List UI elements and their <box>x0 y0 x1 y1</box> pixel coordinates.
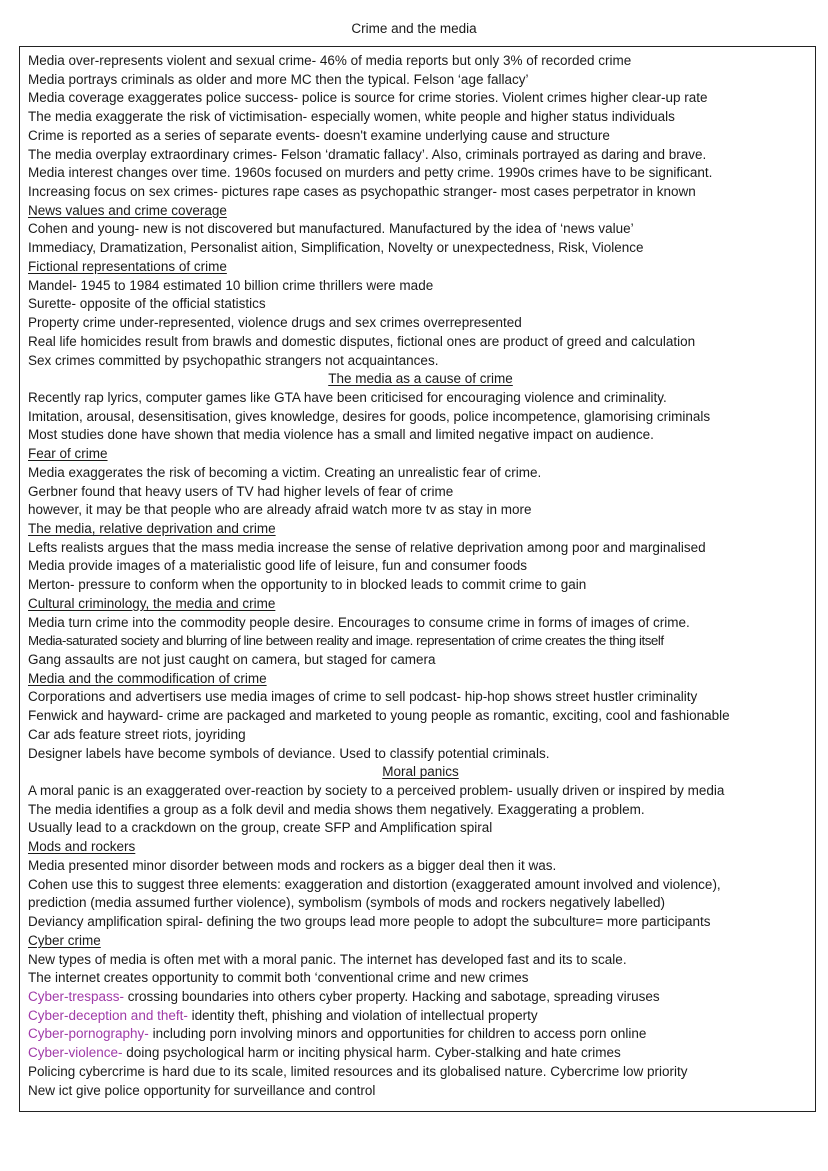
cyber-term-label: Cyber-deception and theft- <box>28 1007 188 1023</box>
note-line: Media over-represents violent and sexual crime- 46% of media reports but only 3% of recorded crime <box>28 53 632 68</box>
note-line: Property crime under-represented, violence drugs and sex crimes overrepresented <box>28 315 522 331</box>
note-line: The media exaggerate the risk of victimisation- especially women, white people and higher status individuals <box>28 109 675 125</box>
note-line: The media identifies a group as a folk devil and media shows them negatively. Exaggerating a problem. <box>28 801 645 817</box>
note-line: Mandel- 1945 to 1984 estimated 10 billion crime thrillers were made <box>28 277 434 293</box>
note-line: Imitation, arousal, desensitisation, gives knowledge, desires for goods, police incompetence, glamorising criminals <box>28 408 711 424</box>
section-heading <box>28 445 813 464</box>
section-heading-text: Mods and rockers <box>28 839 136 855</box>
note-line-cyber-term <box>28 1007 813 1026</box>
section-heading <box>28 370 813 389</box>
note-line: Recently rap lyrics, computer games like GTA have been criticised for encouraging violence and criminality. <box>28 389 667 405</box>
note-line: Cohen use this to suggest three elements: exaggeration and distortion (exaggerated amount involved and violence), <box>28 876 721 892</box>
notes-box <box>19 46 816 1112</box>
note-line: Most studies done have shown that media violence has a small and limited negative impact on audience. <box>28 427 654 443</box>
note-line: Usually lead to a crackdown on the group, create SFP and Amplification spiral <box>28 820 493 836</box>
section-heading-text: Cyber crime <box>28 932 101 948</box>
note-line-cyber-term <box>28 1044 813 1063</box>
note-line: Fenwick and hayward- crime are packaged and marketed to young people as romantic, exciting, cool and fashionable <box>28 708 730 724</box>
note-line: Gang assaults are not just caught on camera, but staged for camera <box>28 652 436 667</box>
note-line: The internet creates opportunity to commit both ‘conventional crime and new crimes <box>28 970 529 986</box>
cyber-term-description: including porn involving minors and opportunities for children to access porn online <box>148 1026 647 1042</box>
section-heading <box>28 838 813 857</box>
note-line: Corporations and advertisers use media images of crime to sell podcast- hip-hop shows street hustler criminality <box>28 689 698 705</box>
cyber-term-label: Cyber-violence- <box>28 1045 123 1061</box>
note-line: Merton- pressure to conform when the opportunity to in blocked leads to commit crime to gain <box>28 577 587 593</box>
note-line: Designer labels have become symbols of deviance. Used to classify potential criminals. <box>28 745 550 761</box>
note-line: A moral panic is an exaggerated over-reaction by society to a perceived problem- usually driven or inspired by media <box>28 783 725 799</box>
cyber-term-description: crossing boundaries into others cyber property. Hacking and sabotage, spreading viruses <box>124 988 660 1004</box>
cyber-term-description: doing psychological harm or inciting physical harm. Cyber-stalking and hate crimes <box>122 1045 621 1061</box>
section-heading-text: Fictional representations of crime <box>28 258 227 274</box>
note-line: Lefts realists argues that the mass media increase the sense of relative deprivation among poor and marginalised <box>28 539 706 555</box>
section-heading-text: Media and the commodification of crime <box>28 670 267 686</box>
section-heading-text: The media as a cause of crime <box>328 371 513 387</box>
section-heading-text: Fear of crime <box>28 446 108 462</box>
section-heading <box>28 932 813 951</box>
section-heading <box>28 520 813 539</box>
note-line: Media-saturated society and blurring of line between reality and image. representation of crime creates the thing itself <box>28 633 664 649</box>
cyber-term-description: identity theft, phishing and violation of intellectual property <box>187 1007 538 1023</box>
note-line: New types of media is often met with a moral panic. The internet has developed fast and its to scale. <box>28 951 627 967</box>
note-line: Real life homicides result from brawls and domestic disputes, fictional ones are product of greed and calculation <box>28 333 696 349</box>
note-line: Media exaggerates the risk of becoming a victim. Creating an unrealistic fear of crime. <box>28 464 542 480</box>
note-line: Policing cybercrime is hard due to its scale, limited resources and its globalised nature. Cybercrime low priority <box>28 1063 688 1079</box>
cyber-term-label: Cyber-trespass- <box>28 988 125 1004</box>
section-heading-text: News values and crime coverage <box>28 202 227 218</box>
notes-list <box>28 52 813 1100</box>
note-line: Media provide images of a materialistic good life of leisure, fun and consumer foods <box>28 558 528 574</box>
note-line: Surette- opposite of the official statistics <box>28 296 266 312</box>
section-heading <box>28 258 813 277</box>
note-line: Media presented minor disorder between mods and rockers as a bigger deal then it was. <box>28 857 557 873</box>
note-line: Sex crimes committed by psychopathic strangers not acquaintances. <box>28 352 439 368</box>
note-line: New ict give police opportunity for surveillance and control <box>28 1082 376 1098</box>
note-line: Crime is reported as a series of separate events- doesn't examine underlying cause and structure <box>28 127 610 143</box>
note-line: Gerbner found that heavy users of TV had higher levels of fear of crime <box>28 483 454 499</box>
section-heading <box>28 763 813 782</box>
section-heading-text: The media, relative deprivation and crime <box>28 520 276 536</box>
note-line: Increasing focus on sex crimes- pictures rape cases as psychopathic stranger- most cases perpetrator in known <box>28 184 696 200</box>
section-heading <box>28 595 813 614</box>
note-line-cyber-term <box>28 988 813 1007</box>
section-heading-text: Cultural criminology, the media and crime <box>28 595 276 611</box>
note-line: Media coverage exaggerates police success- police is source for crime stories. Violent crimes higher clear-up rate <box>28 90 708 106</box>
cyber-term-label: Cyber-pornography- <box>28 1026 149 1042</box>
section-heading-text: Moral panics <box>382 764 459 780</box>
section-heading <box>28 670 813 689</box>
note-line: however, it may be that people who are already afraid watch more tv as stay in more <box>28 502 532 518</box>
note-line: prediction (media assumed further violence), symbolism (symbols of mods and rockers negatively labelled) <box>28 895 666 911</box>
note-line: Cohen and young- new is not discovered but manufactured. Manufactured by the idea of ‘news value’ <box>28 221 634 237</box>
note-line: Media interest changes over time. 1960s focused on murders and petty crime. 1990s crimes have to be significant. <box>28 165 713 181</box>
note-line-cyber-term <box>28 1025 813 1044</box>
note-line: The media overplay extraordinary crimes- Felson ‘dramatic fallacy’. Also, criminals portrayed as daring and brave. <box>28 146 707 162</box>
section-heading <box>28 202 813 221</box>
note-line: Deviancy amplification spiral- defining the two groups lead more people to adopt the subculture= more participants <box>28 914 711 930</box>
note-line: Media turn crime into the commodity people desire. Encourages to consume crime in forms of images of crime. <box>28 614 690 630</box>
page-title: Crime and the media <box>351 21 477 36</box>
note-line: Immediacy, Dramatization, Personalist aition, Simplification, Novelty or unexpectedness, Risk, Violence <box>28 240 644 256</box>
note-line: Car ads feature street riots, joyriding <box>28 726 246 742</box>
note-line: Media portrays criminals as older and more MC then the typical. Felson ‘age fallacy’ <box>28 71 529 87</box>
